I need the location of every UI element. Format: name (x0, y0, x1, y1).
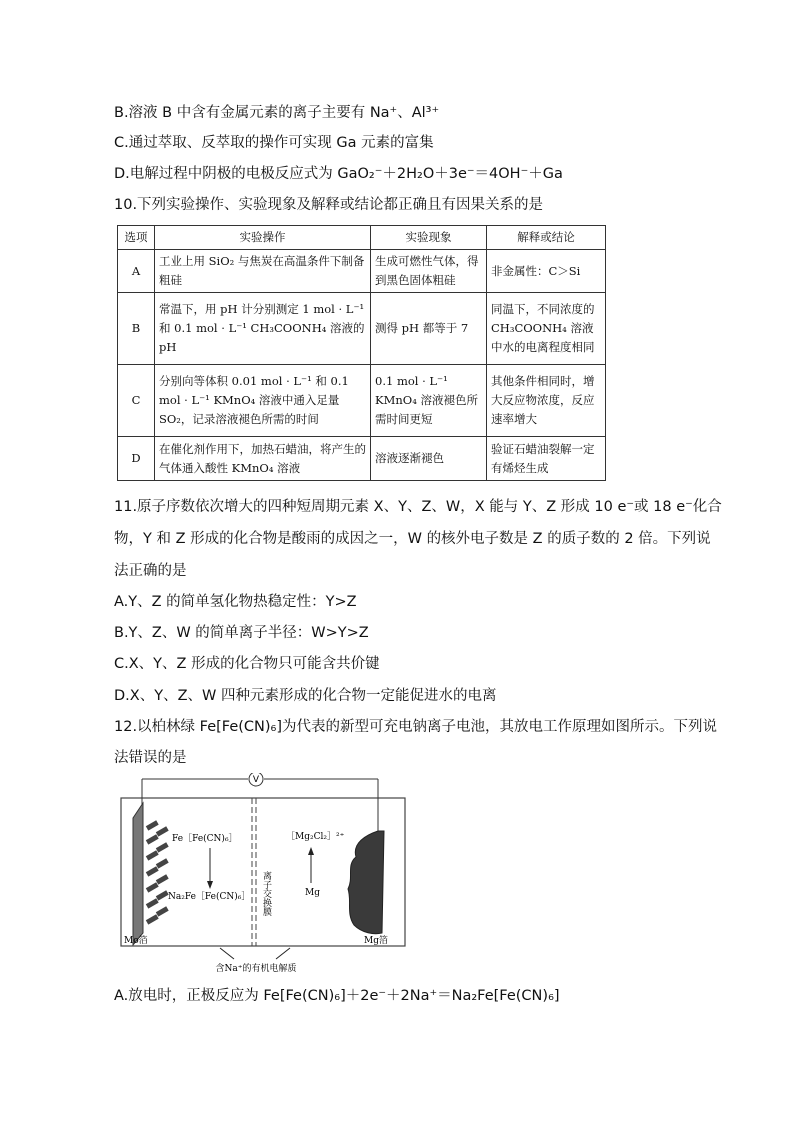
row-operation: 在催化剂作用下，加热石蜡油，将产生的气体通入酸性 KMnO₄ 溶液 (155, 437, 371, 481)
q11-stem-line1: 11.原子序数依次增大的四种短周期元素 X、Y、Z、W，X 能与 Y、Z 形成 10 e⁻或 18 e⁻化合 (114, 499, 722, 515)
q10-table (117, 225, 606, 481)
row-conclusion: 验证石蜡油裂解一定有烯烃生成 (487, 437, 606, 481)
row-option: A (118, 250, 155, 293)
row-operation: 分别向等体积 0.01 mol · L⁻¹ 和 0.1 mol · L⁻¹ KMnO₄ 溶液中通入足量 SO₂，记录溶液褪色所需的时间 (155, 365, 371, 437)
table-row (118, 293, 606, 365)
row-operation: 常温下，用 pH 计分别测定 1 mol · L⁻¹ 和 0.1 mol · L⁻¹ CH₃COONH₄ 溶液的 pH (155, 293, 371, 365)
q9-option-c: C.通过萃取、反萃取的操作可实现 Ga 元素的富集 (114, 135, 434, 151)
row-phenomenon: 0.1 mol · L⁻¹ KMnO₄ 溶液褪色所需时间更短 (371, 365, 487, 437)
prussian-green-particles (146, 820, 169, 924)
header-option: 选项 (118, 226, 155, 250)
row-option: D (118, 437, 155, 481)
q10-stem: 10.下列实验操作、实验现象及解释或结论都正确且有因果关系的是 (114, 197, 544, 213)
row-conclusion: 非金属性：C＞Si (487, 250, 606, 293)
q12-option-a: A.放电时，正极反应为 Fe[Fe(CN)₆]＋2e⁻＋2Na⁺＝Na₂Fe[Fe(CN)₆] (114, 988, 560, 1004)
electrolyte-pointer-left (220, 948, 234, 959)
voltmeter-label: V (252, 775, 260, 785)
mg-foil-label: Mg箔 (364, 936, 388, 946)
row-option: C (118, 365, 155, 437)
table-row (118, 365, 606, 437)
table-row (118, 250, 606, 293)
right-top-species: ［Mg₂Cl₂］²⁺ (286, 832, 345, 842)
left-bottom-species: Na₂Fe［Fe(CN)₆］ (168, 892, 251, 902)
q11-stem-line3: 法正确的是 (114, 563, 187, 579)
q9-option-d: D.电解过程中阴极的电极反应式为 GaO₂⁻＋2H₂O＋3e⁻＝4OH⁻＋Ga (114, 166, 563, 182)
q11-option-a: A.Y、Z 的简单氢化物热稳定性：Y>Z (114, 594, 357, 610)
row-conclusion: 其他条件相同时，增大反应物浓度，反应速率增大 (487, 365, 606, 437)
mo-foil-label: Mo箔 (124, 936, 148, 946)
row-conclusion: 同温下，不同浓度的 CH₃COONH₄ 溶液中水的电离程度相同 (487, 293, 606, 365)
header-phenomenon: 实验现象 (371, 226, 487, 250)
q11-option-d: D.X、Y、Z、W 四种元素形成的化合物一定能促进水的电离 (114, 688, 497, 704)
left-top-species: Fe［Fe(CN)₆］ (172, 834, 238, 844)
q9-option-b: B.溶液 B 中含有金属元素的离子主要有 Na⁺、Al³⁺ (114, 105, 440, 121)
q12-stem-line1: 12.以柏林绿 Fe[Fe(CN)₆]为代表的新型可充电钠离子电池，其放电工作原理如图所示。下列说 (114, 719, 718, 735)
battery-diagram (116, 773, 416, 978)
row-phenomenon: 生成可燃性气体，得到黑色固体粗硅 (371, 250, 487, 293)
membrane-label: 离子交换膜 (261, 871, 271, 916)
header-conclusion: 解释或结论 (487, 226, 606, 250)
mg-foil-electrode (348, 831, 384, 934)
electrolyte-label: 含Na⁺的有机电解质 (215, 964, 297, 974)
q11-stem-line2: 物，Y 和 Z 形成的化合物是酸雨的成因之一，W 的核外电子数是 Z 的质子数的 2 倍。下列说 (114, 531, 711, 547)
right-bottom-species: Mg (305, 888, 320, 898)
row-option: B (118, 293, 155, 365)
mo-foil-electrode (133, 803, 143, 945)
table-row (118, 437, 606, 481)
q11-option-b: B.Y、Z、W 的简单离子半径：W>Y>Z (114, 625, 369, 641)
electrolyte-pointer-right (276, 948, 290, 959)
row-phenomenon: 测得 pH 都等于 7 (371, 293, 487, 365)
q12-stem-line2: 法错误的是 (114, 750, 187, 766)
row-phenomenon: 溶液逐渐褪色 (371, 437, 487, 481)
table-header-row (118, 226, 606, 250)
row-operation: 工业上用 SiO₂ 与焦炭在高温条件下制备粗硅 (155, 250, 371, 293)
header-operation: 实验操作 (155, 226, 371, 250)
q11-option-c: C.X、Y、Z 形成的化合物只可能含共价键 (114, 656, 380, 672)
